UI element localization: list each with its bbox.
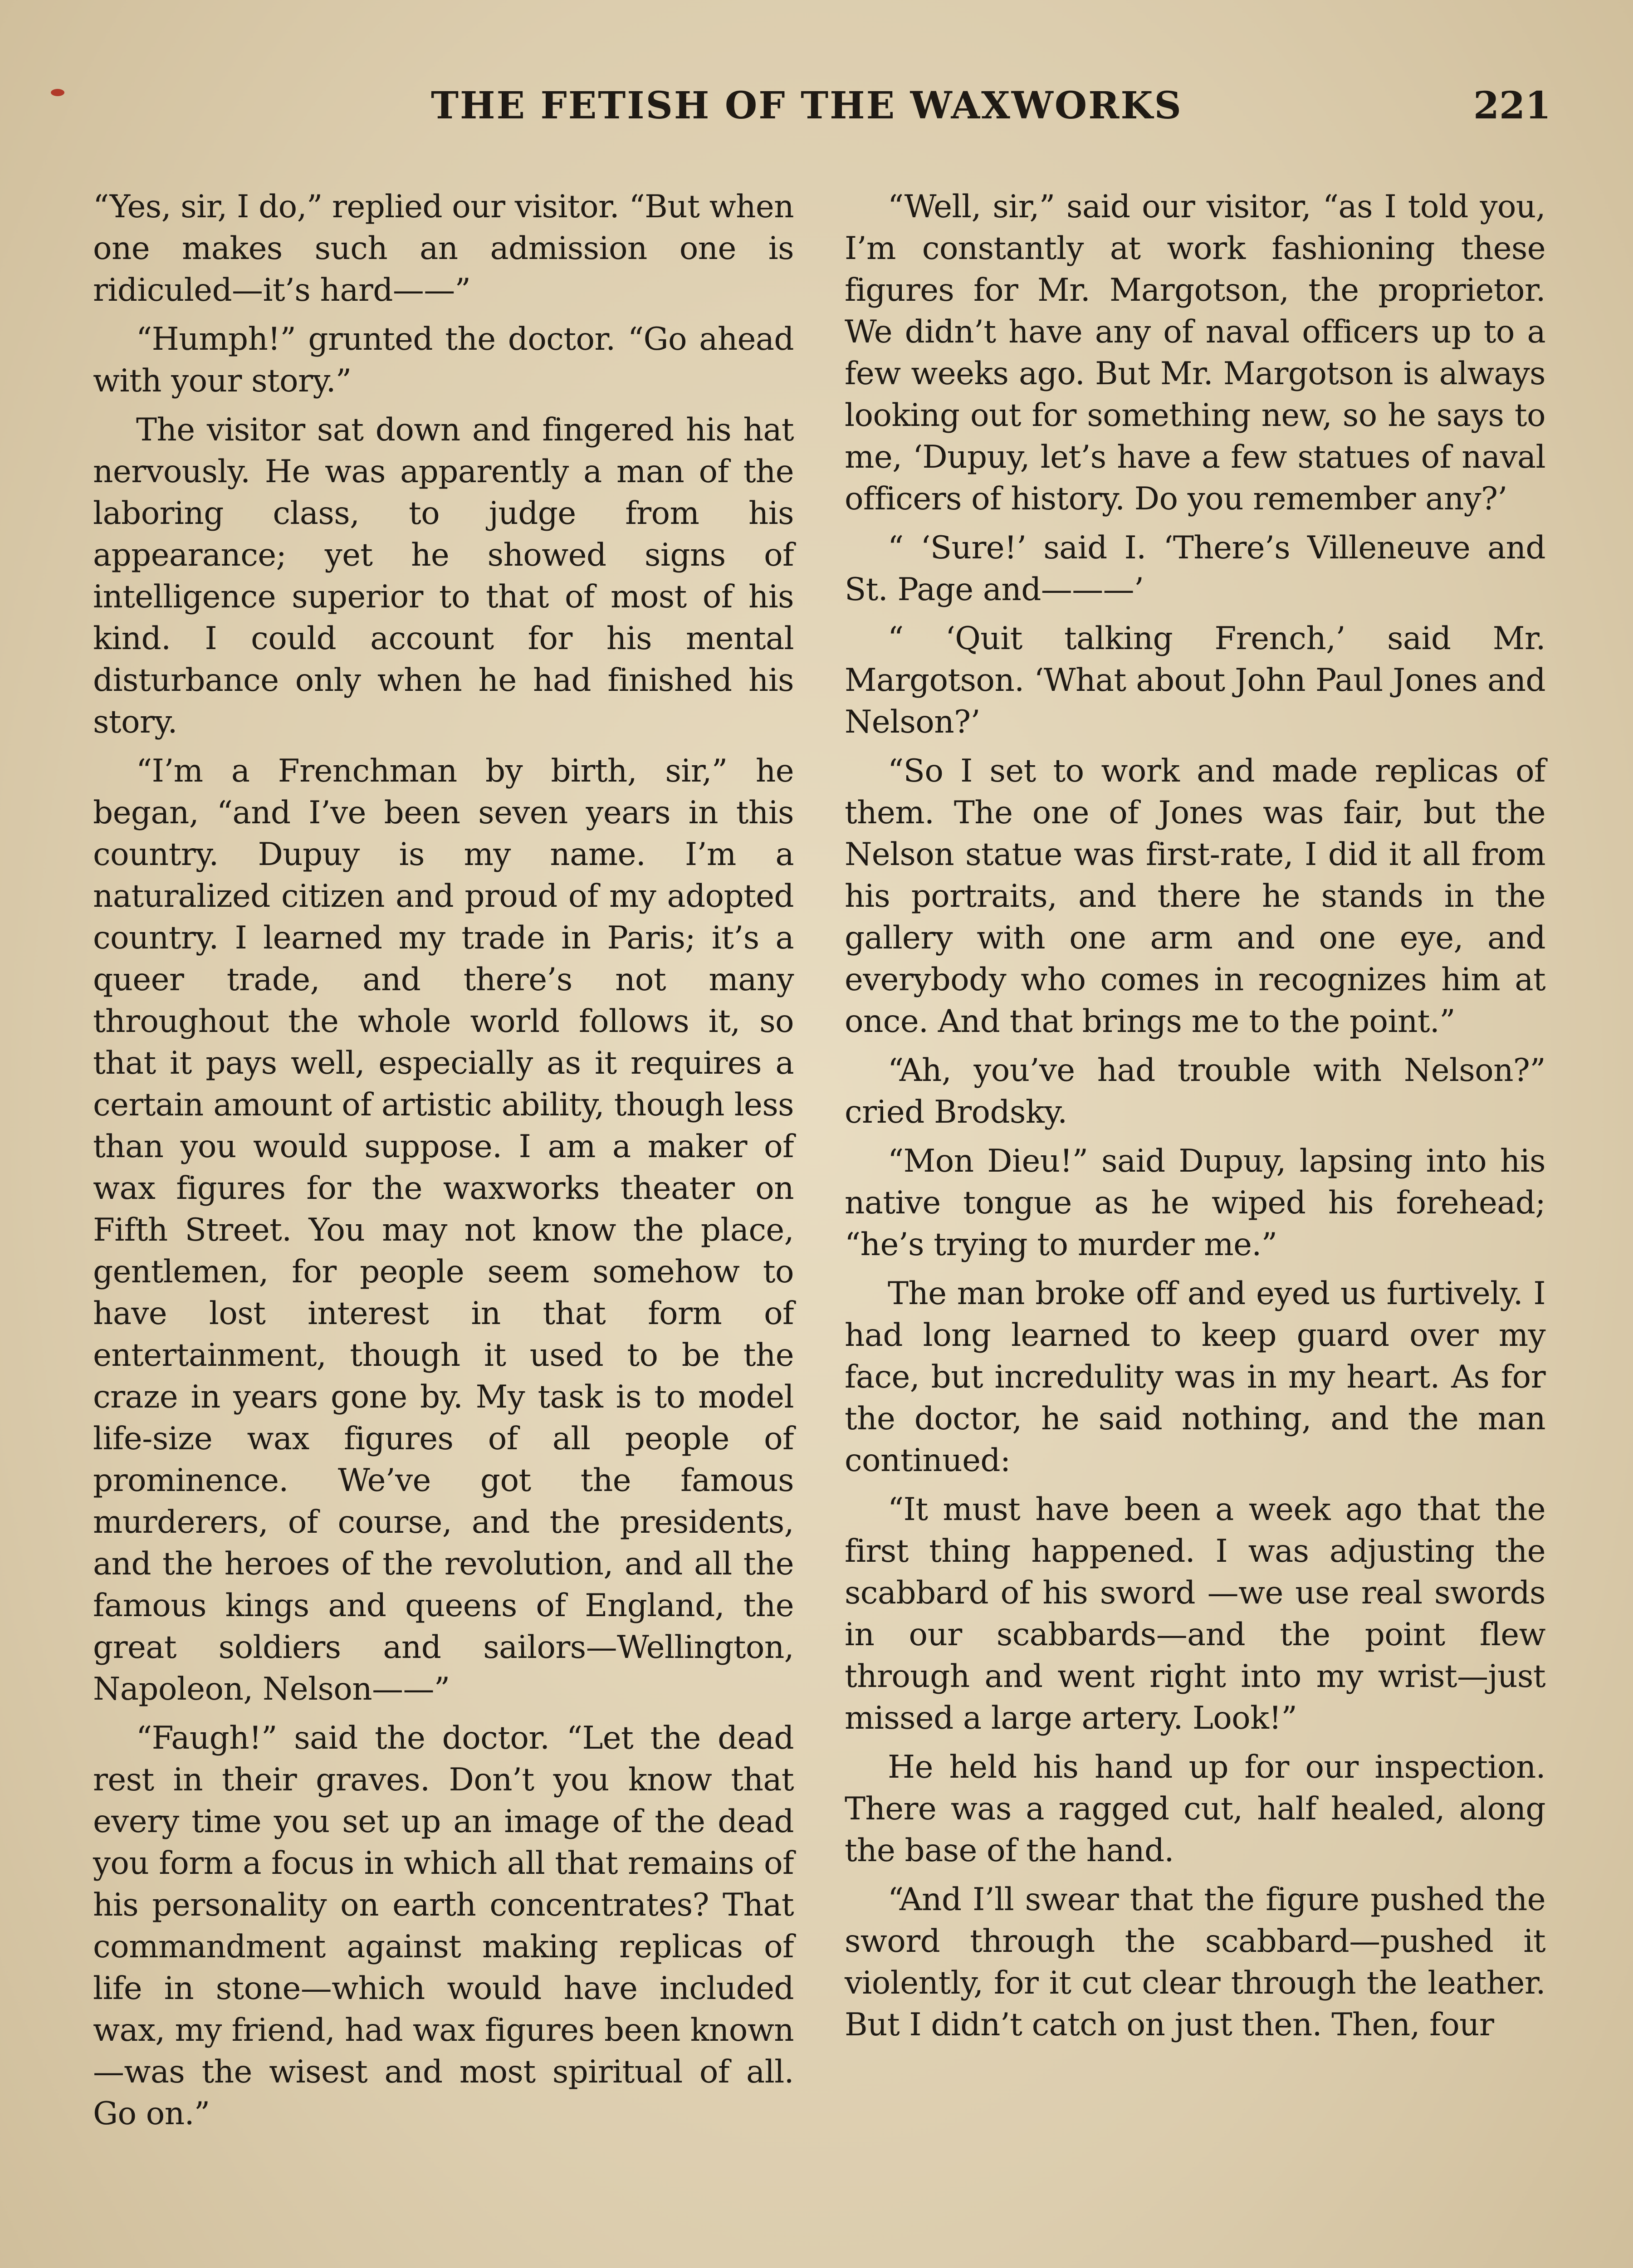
left-column (93, 186, 794, 2268)
paragraph: “I’m a Frenchman by birth, sir,” he began, “and I’ve been seven years in this country. Dupuy is my name. I’m a naturalized citizen and proud of my adopted country. I learned my trade in Paris; it’s a queer trade, and there’s not many throughout the whole world follows it, so that it pays well, especially as it requires a certain amount of artistic ability, though less than you would suppose. I am a maker of wax figures for the waxworks theater on Fifth Street. You may not know the place, gentlemen, for people seem somehow to have lost interest in that form of entertainment, though it used to be the craze in years gone by. My task is to model life-size wax figures of all people of prominence. We’ve got the famous murderers, of course, and the presidents, and the heroes of the revolution, and all the famous kings and queens of England, the great soldiers and sailors—Wellington, Napoleon, Nelson——” (93, 753, 794, 1707)
paragraph: “It must have been a week ago that the first thing happened. I was adjusting the scabbard of his sword —we use real swords in our scabbards—and the point flew through and went right into my wrist—just missed a large artery. Look!” (845, 1491, 1545, 1736)
page-number: 221 (1473, 84, 1551, 127)
running-title: THE FETISH OF THE WAXWORKS (431, 84, 1183, 127)
paragraph: “Yes, sir, I do,” replied our visitor. “But when one makes such an admission one is ridiculed—it’s hard——” (93, 189, 794, 308)
paragraph: “Faugh!” said the doctor. “Let the dead rest in their graves. Don’t you know that every time you set up an image of the dead you form a focus in which all that remains of his personality on earth concentrates? That commandment against making replicas of life in stone—which would have included wax, my friend, had wax figures been known—was the wisest and most spiritual of all. Go on.” (93, 1720, 794, 2132)
paragraph: “ ‘Quit talking French,’ said Mr. Margotson. ‘What about John Paul Jones and Nelson?’ (845, 621, 1545, 740)
paragraph: “Humph!” grunted the doctor. “Go ahead with your story.” (93, 321, 794, 399)
page-header (0, 79, 1633, 129)
paragraph: “Well, sir,” said our visitor, “as I told you, I’m constantly at work fashioning these figures for Mr. Margotson, the proprietor. We didn’t have any of naval officers up to a few weeks ago. But Mr. Margotson is always looking out for something new, so he says to me, ‘Dupuy, let’s have a few statues of naval officers of history. Do you remember any?’ (845, 189, 1545, 517)
paragraph: “Ah, you’ve had trouble with Nelson?” cried Brodsky. (845, 1052, 1545, 1130)
paragraph: “ ‘Sure!’ said I. ‘There’s Villeneuve and St. Page and———’ (845, 530, 1545, 608)
paragraph: “So I set to work and made replicas of them. The one of Jones was fair, but the Nelson statue was first-rate, I did it all from his portraits, and there he stands in the gallery with one arm and one eye, and everybody who comes in recognizes him at once. And that brings me to the point.” (845, 753, 1545, 1040)
paragraph: The man broke off and eyed us furtively. I had long learned to keep guard over my face, but incredulity was in my heart. As for the doctor, he said nothing, and the man continued: (845, 1276, 1545, 1479)
paragraph: “Mon Dieu!” said Dupuy, lapsing into his native tongue as he wiped his forehead; “he’s trying to murder me.” (845, 1143, 1545, 1263)
paragraph: “And I’ll swear that the figure pushed the sword through the scabbard—pushed it violently, for it cut clear through the leather. But I didn’t catch on just then. Then, four (845, 1882, 1545, 2043)
paragraph: He held his hand up for our inspection. There was a ragged cut, half healed, along the base of the hand. (845, 1749, 1545, 1869)
paragraph: The visitor sat down and fingered his hat nervously. He was apparently a man of the laboring class, to judge from his appearance; yet he showed signs of intelligence superior to that of most of his kind. I could account for his mental disturbance only when he had finished his story. (93, 412, 794, 740)
right-column (845, 186, 1545, 2268)
